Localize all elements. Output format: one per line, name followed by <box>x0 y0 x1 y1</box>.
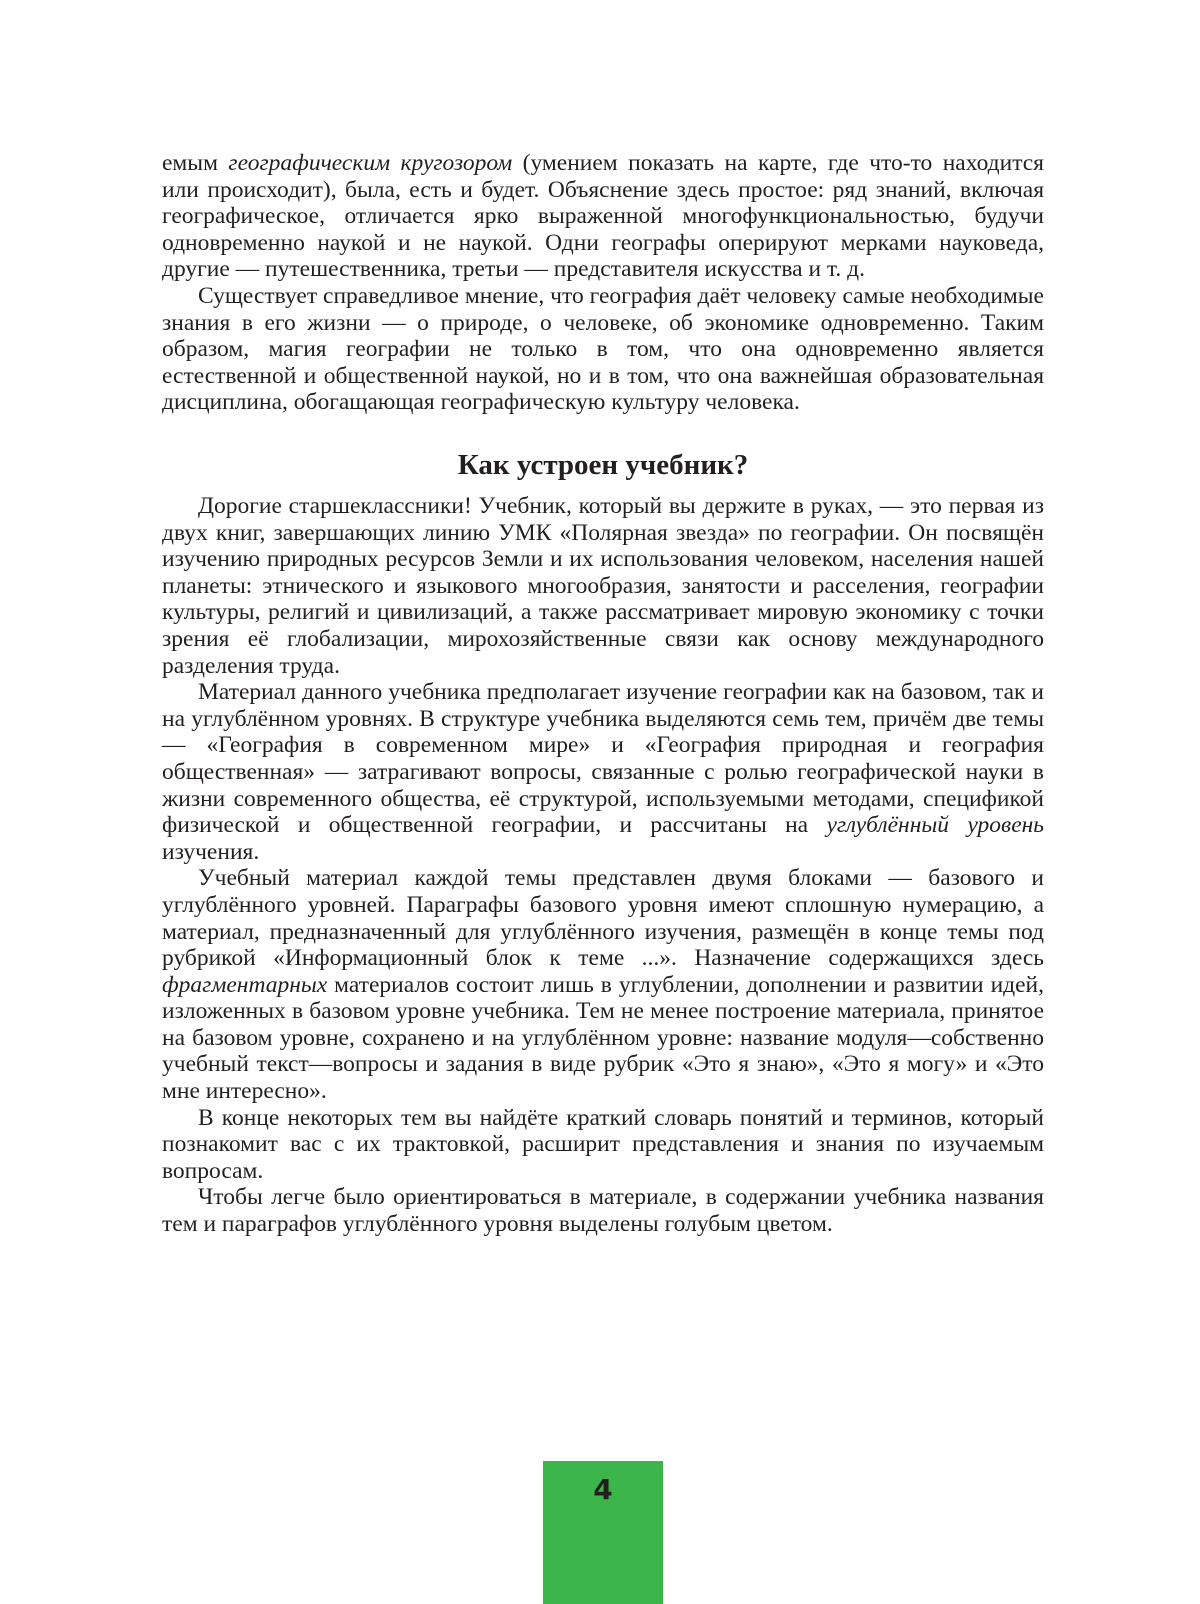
term-advanced-level: углублённый уровень <box>826 812 1045 839</box>
section-paragraph-4: В конце некоторых тем вы найдёте краткий словарь понятий и терминов, который познакомит вас с их трактовкой, расширит представления и знания по изучаемым вопросам. <box>162 1104 1044 1184</box>
section-paragraph-3 <box>162 865 1044 1104</box>
page-number-tab <box>543 1461 663 1604</box>
term-geographic-outlook: географическим кругозором <box>228 150 513 176</box>
intro-paragraph-1-start: емым <box>162 150 229 176</box>
term-fragmentary: фрагментарных <box>162 971 328 998</box>
intro-text-block <box>162 150 1044 416</box>
section-paragraph-2-start: Материал данного учебника предполагает изучение географии как на базовом, так и на углублённом уровнях. В структуре учебника выделяются семь тем, причём две темы — «География в современном мире» и «География природная и география общественная» — затрагивают вопросы, связанные с ролью географической науки в жизни современного общества, её структурой, используемыми методами, спецификой физической и общественной географии, и рассчитаны на <box>162 679 1044 839</box>
section-paragraph-5: Чтобы легче было ориентироваться в материале, в содержании учебника названия тем и параграфов углублённого уровня выделены голубым цветом. <box>162 1184 1044 1238</box>
intro-paragraph-1-rest: (умением показать на карте, где что-то находится или происходит), была, есть и будет. Объяснение здесь простое: ряд знаний, включая географическое, отличается ярко выраженной многофункциональностью, будучи одновременно наукой и не наукой. Одни географы оперируют мерками науковеда, другие — путешественника, третьи — представителя искусства и т. д. <box>162 150 1044 283</box>
section-paragraph-3-rest: материалов состоит лишь в углублении, дополнении и развитии идей, изложенных в базовом уровне учебника. Тем не менее построение материала, принятое на базовом уровне, сохранено и на углублённом уровне: название модуля—собственно учебный текст—вопросы и задания в виде рубрик «Это я знаю», «Это я могу» и «Это мне интересно». <box>162 971 1044 1105</box>
section-paragraph-2 <box>162 679 1044 865</box>
section-paragraph-2-rest: изучения. <box>162 838 260 865</box>
section-text-block <box>162 493 1044 1238</box>
intro-paragraph-1 <box>162 150 1044 283</box>
section-heading: Как устроен учебник? <box>457 449 749 481</box>
section-paragraph-3-start: Учебный материал каждой темы представлен двумя блоками — базового и углублённого уровней. Параграфы базового уровня имеют сплошную нумерацию, а материал, предназначенный для углублённого изучения, размещён в конце темы под рубрикой «Информационный блок к теме ...». Назначение содержащихся здесь <box>162 865 1044 972</box>
page-number: 4 <box>593 1473 613 1506</box>
section-paragraph-1: Дорогие старшеклассники! Учебник, который вы держите в руках, — это первая из двух книг, завершающих линию УМК «Полярная звезда» по географии. Он посвящён изучению природных ресурсов Земли и их использования человеком, населения нашей планеты: этнического и языкового многообразия, занятости и расселения, географии культуры, религий и цивилизаций, а также рассматривает мировую экономику с точки зрения её глобализации, мирохозяйственные связи как основу международного разделения труда. <box>162 493 1044 679</box>
intro-paragraph-2: Существует справедливое мнение, что география даёт человеку самые необходимые знания в его жизни — о природе, о человеке, об экономике одновременно. Таким образом, магия географии не только в том, что она одновременно является естественной и общественной наукой, но и в том, что она важнейшая образовательная дисциплина, обогащающая географическую культуру человека. <box>162 282 1044 416</box>
